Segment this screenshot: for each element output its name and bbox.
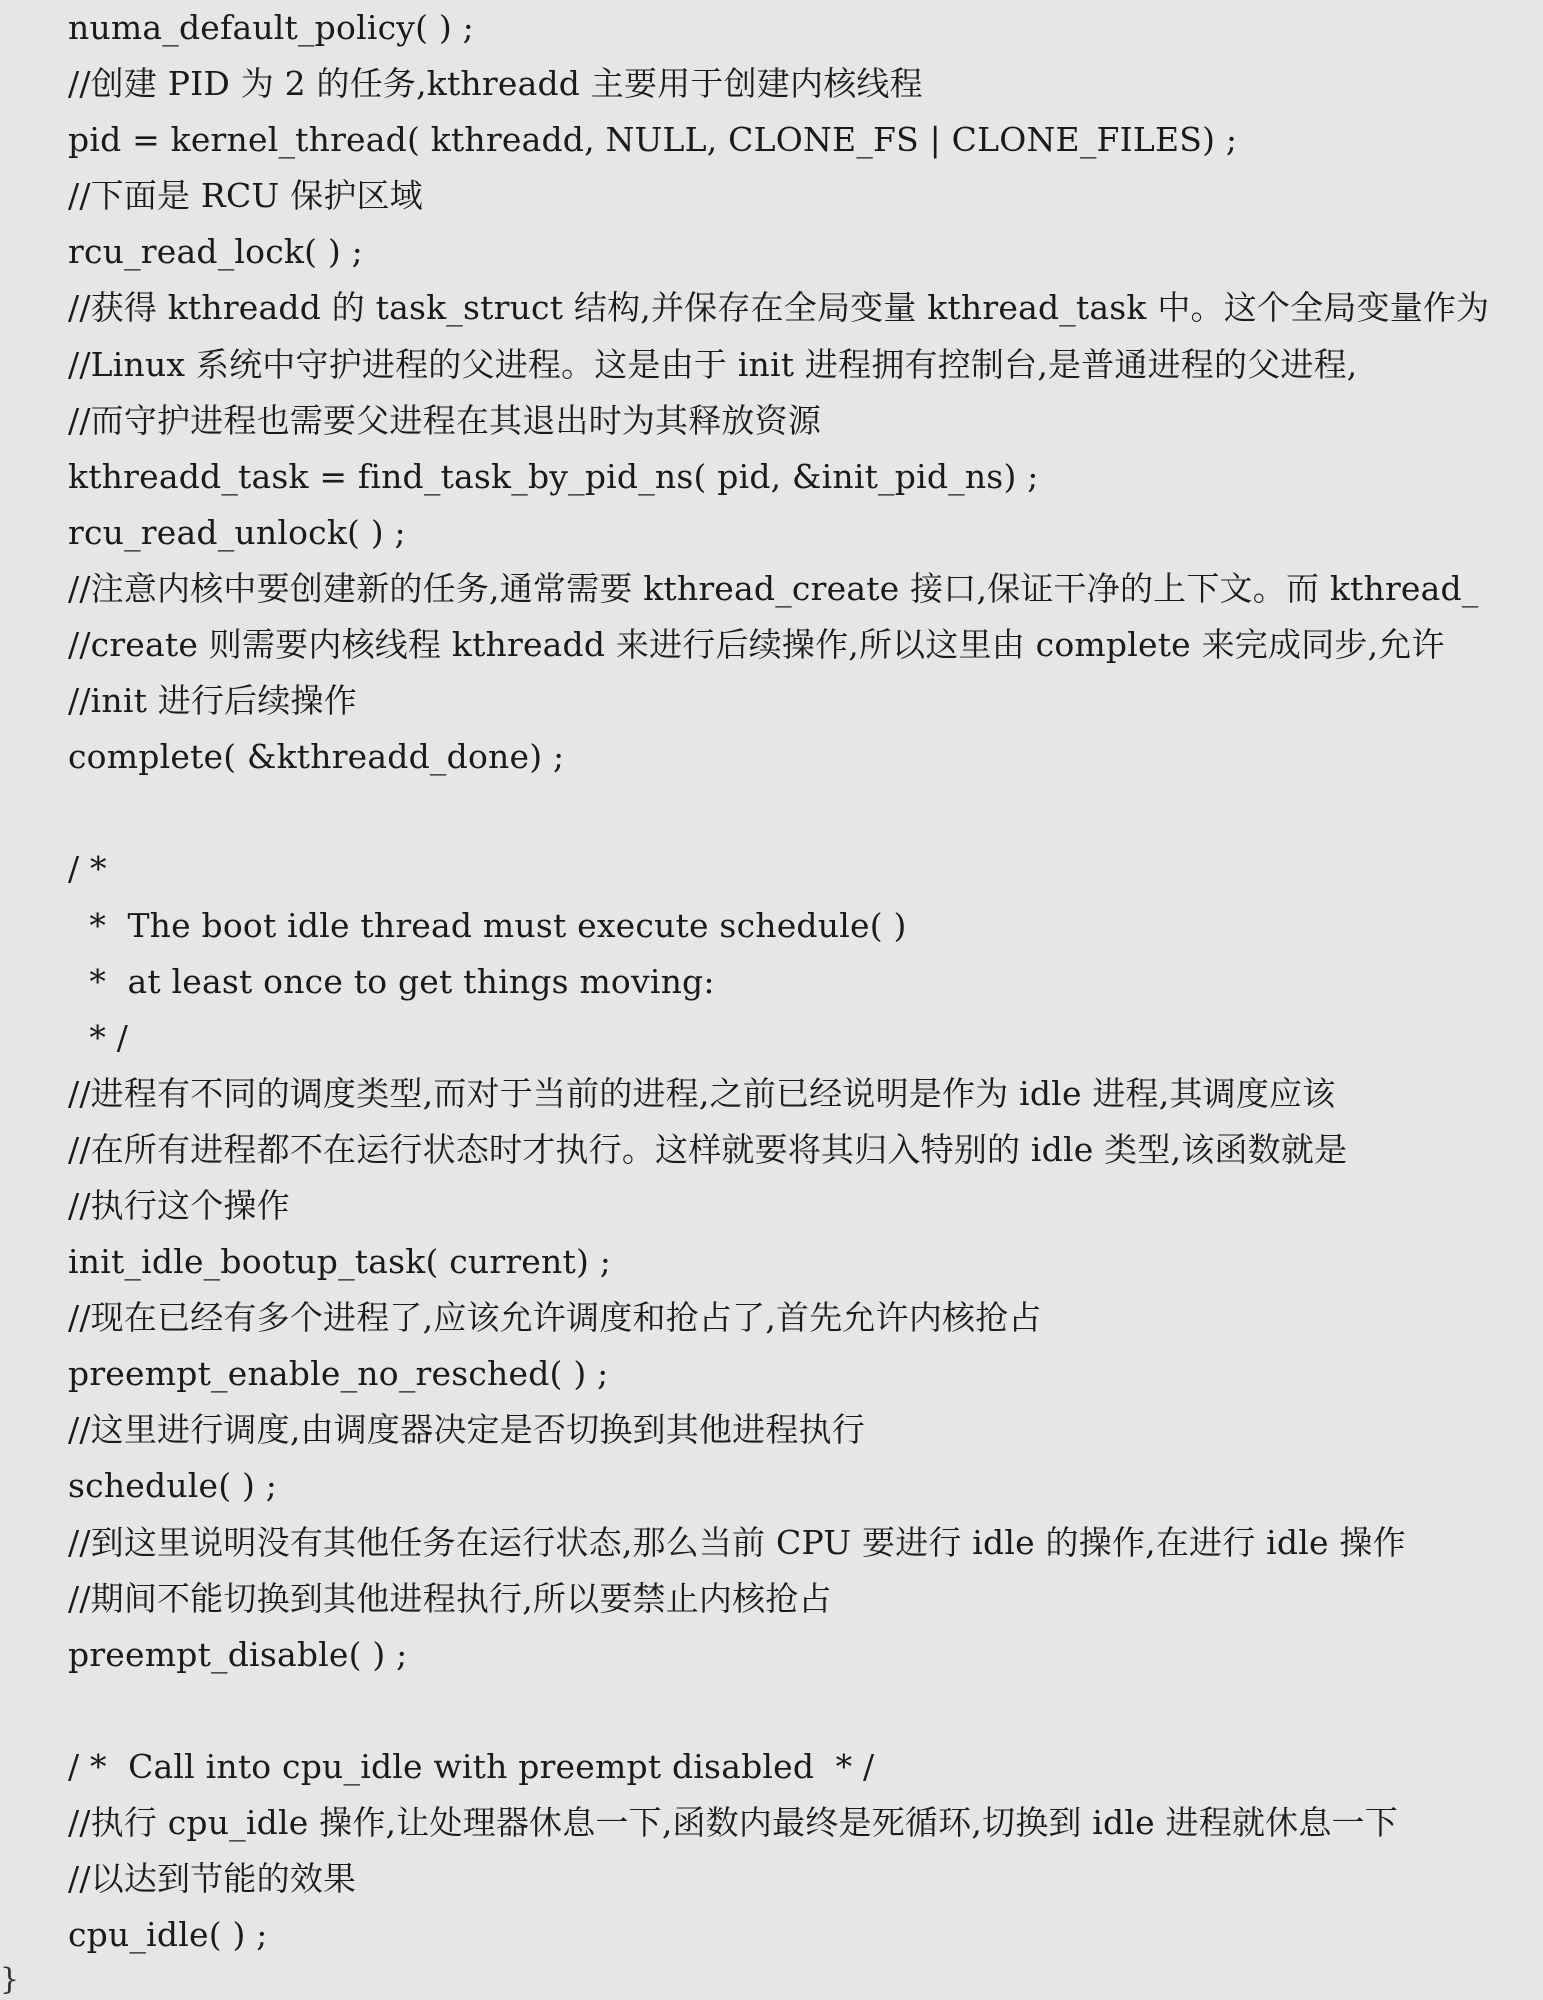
comment-line: //获得 kthreadd 的 task_struct 结构,并保存在全局变量 kthread_task 中。这个全局变量作为 — [68, 288, 1490, 328]
comment-line: //创建 PID 为 2 的任务,kthreadd 主要用于创建内核线程 — [68, 64, 923, 104]
comment-line: //下面是 RCU 保护区域 — [68, 176, 423, 216]
comment-line: //而守护进程也需要父进程在其退出时为其释放资源 — [68, 400, 822, 440]
block-comment-line: / * — [68, 849, 107, 889]
code-listing — [68, 0, 1543, 1963]
comment-line: //init 进行后续操作 — [68, 681, 357, 721]
comment-line: //现在已经有多个进程了,应该允许调度和抢占了,首先允许内核抢占 — [68, 1298, 1042, 1338]
block-comment-line: * / — [68, 1017, 129, 1057]
code-line: cpu_idle( ) ; — [68, 1915, 268, 1955]
comment-line: //执行 cpu_idle 操作,让处理器休息一下,函数内最终是死循环,切换到 idle 进程就休息一下 — [68, 1803, 1398, 1842]
comment-line: //进程有不同的调度类型,而对于当前的进程,之前已经说明是作为 idle 进程,其调度应该 — [68, 1073, 1336, 1113]
code-line: numa_default_policy( ) ; — [68, 8, 474, 47]
block-comment-line: * The boot idle thread must execute schedule( ) — [68, 905, 907, 945]
comment-line: //到这里说明没有其他任务在运行状态,那么当前 CPU 要进行 idle 的操作,在进行 idle 操作 — [68, 1522, 1406, 1562]
comment-line: //以达到节能的效果 — [68, 1859, 357, 1899]
code-line: init_idle_bootup_task( current) ; — [68, 1242, 612, 1282]
code-line: rcu_read_lock( ) ; — [68, 232, 363, 272]
block-comment-line: / * Call into cpu_idle with preempt disabled * / — [68, 1746, 875, 1786]
comment-line: //执行这个操作 — [68, 1185, 290, 1225]
closing-brace-mark: } — [0, 1962, 20, 1997]
code-line: rcu_read_unlock( ) ; — [68, 512, 406, 552]
blank-line — [68, 785, 1543, 841]
comment-line: //Linux 系统中守护进程的父进程。这是由于 init 进程拥有控制台,是普通进程的父进程, — [68, 344, 1358, 384]
code-line: preempt_disable( ) ; — [68, 1634, 408, 1674]
comment-line: //这里进行调度,由调度器决定是否切换到其他进程执行 — [68, 1410, 865, 1450]
code-line: complete( &kthreadd_done) ; — [68, 737, 565, 777]
comment-line: //期间不能切换到其他进程执行,所以要禁止内核抢占 — [68, 1578, 832, 1618]
code-line: preempt_enable_no_resched( ) ; — [68, 1354, 609, 1394]
code-line: kthreadd_task = find_task_by_pid_ns( pid, &init_pid_ns) ; — [68, 456, 1039, 496]
code-line: pid = kernel_thread( kthreadd, NULL, CLONE_FS | CLONE_FILES) ; — [68, 120, 1238, 160]
block-comment-line: * at least once to get things moving: — [68, 961, 715, 1001]
comment-line: //在所有进程都不在运行状态时才执行。这样就要将其归入特别的 idle 类型,该函数就是 — [68, 1129, 1348, 1169]
comment-line: //create 则需要内核线程 kthreadd 来进行后续操作,所以这里由 complete 来完成同步,允许 — [68, 625, 1445, 665]
blank-line — [68, 1683, 1543, 1739]
comment-line: //注意内核中要创建新的任务,通常需要 kthread_create 接口,保证干净的上下文。而 kthread_ — [68, 568, 1479, 608]
code-line: schedule( ) ; — [68, 1466, 278, 1506]
